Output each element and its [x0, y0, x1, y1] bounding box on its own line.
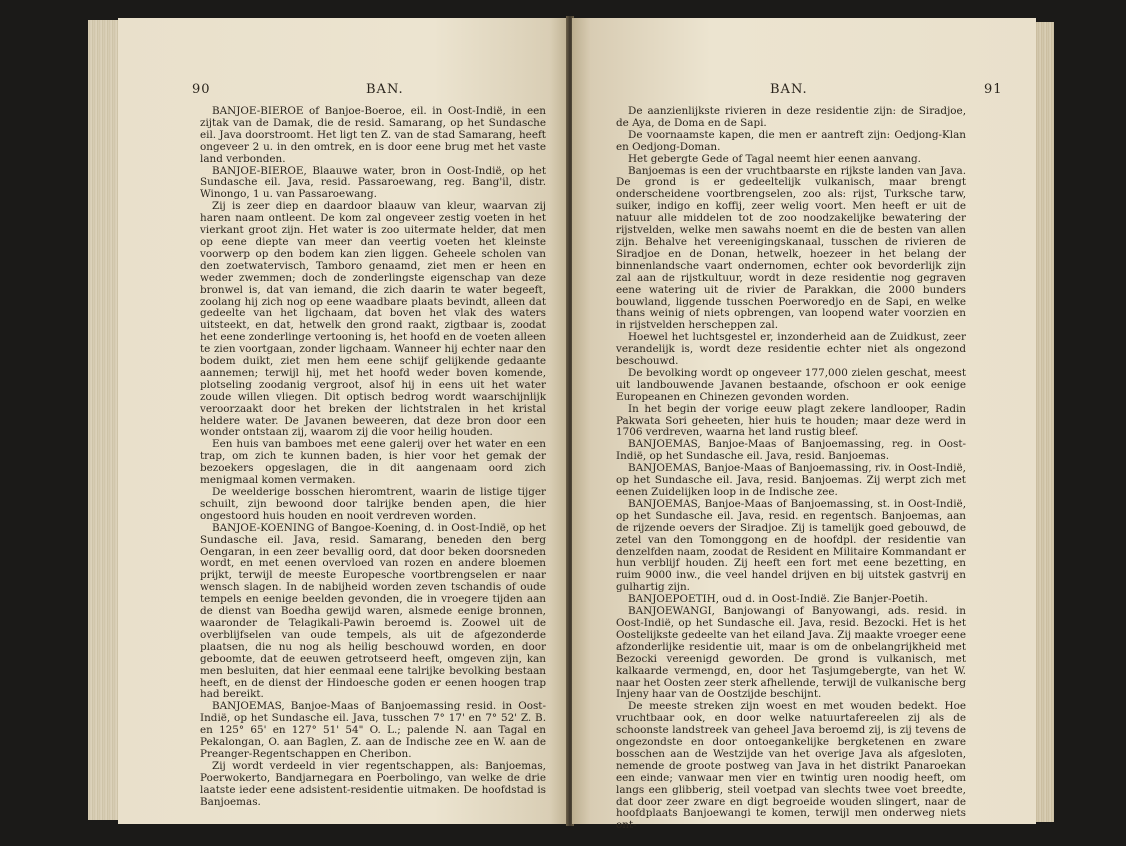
- page-number: 91: [984, 82, 1003, 97]
- paragraph: De bevolking wordt op ongeveer 177,000 zielen geschat, meest uit landbouwende Javanen bestaande, ofschoon er ook eenige Europeanen en Chinezen gevonden worden.: [616, 366, 966, 403]
- paragraph: In het begin der vorige eeuw plagt zekere landlooper, Radin Pakwata Sori geheeten, hier huis te houden; maar deze werd in 1706 verdreven, waarna het land rustig bleef.: [616, 402, 966, 439]
- paragraph: De voornaamste kapen, die men er aantreft zijn: Oedjong-Klan en Oedjong-Doman.: [616, 128, 966, 153]
- paragraph: De meeste streken zijn woest en met wouden bedekt. Hoe vruchtbaar ook, en door welke natuurtafereelen zij als de schoonste landstreek van geheel Java beroemd zij, is zij tevens de ongezondste en door ontoegankelijke bergketenen en zware bosschen aan de Westzijde van het overige Java als afgesloten, nemende de groote postweg van Java in het distrikt Panaroekan een einde; vanwaar men vier en twintig uren noodig heeft, om langs een glibberig, steil voetpad van slechts twee voet breedte, dat door zeer zware en digt begroeide wouden slingert, naar de hoofdplaats Banjoewangi te komen, terwijl men onderweg niets ont-: [616, 700, 966, 832]
- right-page-text: [616, 106, 966, 832]
- page-number: 90: [192, 82, 211, 97]
- running-head: BAN.: [366, 82, 404, 97]
- paragraph: Het gebergte Gede of Tagal neemt hier eenen aanvang.: [628, 152, 921, 165]
- open-book: [88, 12, 1054, 832]
- paragraph: BANJOEMAS, Banjoe-Maas of Banjoemassing resid. in Oost-Indië, op het Sundasche eil. Java, tusschen 7° 17' en 7° 52' Z. B. en 125° 65' en 127° 51' 54" O. L.; palende N. aan Tagal en Pekalongan, O. aan Baglen, Z. aan de Indische zee en W. aan de Preanger-Regentschappen en Cheribon.: [200, 700, 546, 760]
- left-page-text: [200, 106, 546, 808]
- running-head: BAN.: [770, 82, 808, 97]
- paragraph: BANJOE-KOENING of Bangoe-Koening, d. in Oost-Indië, op het Sundasche eil. Java, resid. Samarang, beneden den berg Oengaran, in een zeer bevallig oord, dat door beken doorsneden wordt, en met eenen overvloed van rozen en andere bloemen prijkt, terwijl de meeste Europesche voortbrengselen er naar wensch slagen. In de nabijheid worden zeven tschandis of oude tempels en eenige beelden gevonden, die in vroegere tijden aan de dienst van Boedha gewijd waren, alsmede eenige bronnen, waaronder de Telagikali-Pawin beroemd is. Zoowel uit de overblijfselen van oude tempels, als uit de afgezonderde plaatsen, die nu nog als heilig beschouwd worden, en door geboomte, dat de eeuwen getrotseerd heeft, omgeven zijn, kan men besluiten, dat hier eenmaal eene talrijke bevolking bestaan heeft, en de dienst der Hindoesche goden er eenen hoogen trap had bereikt.: [200, 521, 546, 701]
- paragraph: BANJOEMAS, Banjoe-Maas of Banjoemassing, reg. in Oost-Indië, op het Sundasche eil. Java, resid. Banjoemas.: [616, 438, 966, 463]
- paragraph: Hoewel het luchtsgestel er, inzonderheid aan de Zuidkust, zeer verandelijk is, wordt deze residentie echter niet als ongezond beschouwd.: [616, 331, 966, 368]
- paragraph: BANJOE-BIEROE, Blaauwe water, bron in Oost-Indië, op het Sundasche eil. Java, resid. Passaroewang, reg. Bang'il, distr. Winongo, 1 u. van Passaroewang.: [200, 164, 546, 201]
- paragraph: De aanzienlijkste rivieren in deze residentie zijn: de Siradjoe, de Aya, de Doma en de Sapi.: [616, 105, 966, 129]
- paragraph: De weelderige bosschen hieromtrent, waarin de listige tijger schuilt, zijn bewoond door talrijke benden apen, die hier ongestoord huis houden en nooit verdreven worden.: [200, 486, 546, 522]
- paragraph: Banjoemas is een der vruchtbaarste en rijkste landen van Java. De grond is er gedeeltelijk vulkanisch, maar brengt onderscheidene voortbrengselen, zoo als: rijst, Turksche tarw, suiker, indigo en koffij, zeer welig voort. Men heeft er uit de natuur alle middelen tot de zoo noodzakelijke bewatering der rijstvelden, welke men sawahs noemt en die de besten van allen zijn. Behalve het vereenigingskanaal, tusschen de rivieren de Siradjoe en de Donan, hetwelk, hoezeer in het belang der binnenlandsche vaart ondernomen, echter ook bevorderlijk zijn zal aan de rijstkultuur, wordt in deze residentie nog gegraven eene watering uit de rivier de Parakkan, die 2000 bunders bouwland, liggende tusschen Poerworedjo en de Sapi, en welke thans weinig of niets opbrengen, van loopend water voorzien en in rijstvelden herscheppen zal.: [616, 164, 966, 332]
- paragraph: Zij wordt verdeeld in vier regentschappen, als: Banjoemas, Poerwokerto, Bandjarnegara en Poerbolingo, van welke de drie laatste ieder eene adsistent-residentie uitmaken. De hoofdstad is Banjoemas.: [200, 759, 546, 808]
- paragraph: BANJOEPOETIH, oud d. in Oost-Indië. Zie Banjer-Poetih.: [628, 593, 928, 606]
- paragraph: BANJOE-BIEROE of Banjoe-Boeroe, eil. in Oost-Indië, in een zijtak van de Damak, die de resid. Samarang, op het Sundasche eil. Java doorstroomt. Het ligt ten Z. van de stad Samarang, heeft ongeveer 2 u. in den omtrek, en is door eene brug met het vaste land verbonden.: [200, 105, 546, 165]
- paragraph: Een huis van bamboes met eene galerij over het water en een trap, om zich te kunnen baden, is hier voor het gemak der bezoekers opgeslagen, die in dit aangenaam oord zich menigmaal komen vermaken.: [200, 438, 546, 487]
- paragraph: BANJOEMAS, Banjoe-Maas of Banjoemassing, st. in Oost-Indië, op het Sundasche eil. Java, resid. en regentsch. Banjoemas, aan de rijzende oevers der Siradjoe. Zij is tamelijk goed gebouwd, de zetel van den Tomonggong en de hoofdpl. der residentie van denzelfden naam, zoodat de Resident en Militaire Kommandant er hun verblijf houden. Zij heeft een fort met eene bezetting, en ruim 9000 inw., die veel handel drijven en bij uitstek gastvrij en gulhartig zijn.: [616, 497, 966, 594]
- paragraph: Zij is zeer diep en daardoor blaauw van kleur, waarvan zij haren naam ontleent. De kom zal ongeveer zestig voeten in het vierkant groot zijn. Het water is zoo uitermate helder, dat men op eene diepte van meer dan veertig voeten het kleinste voorwerp op den bodem kan zien liggen. Geheele scholen van den zoetwatervisch, Tamboro genaamd, ziet men er heen en weder zwemmen; doch de zonderlingste eigenschap van deze bronwel is, dat van iemand, die zich daarin te water begeeft, zoolang hij zich nog op eene waadbare plaats bevindt, alleen dat gedeelte van het ligchaam, dat boven het vlak des waters uitsteekt, en dat, hetwelk den grond raakt, zigtbaar is, zoodat het eene zonderlinge vertooning is, het hoofd en de voeten alleen te zien voortgaan, zonder ligchaam. Wanneer hij echter naar den bodem duikt, ziet men hem eene schijf gelijkende gedaante aannemen; terwijl hij, met het hoofd weder boven komende, plotseling zoodanig vergroot, alsof hij in eens uit het water zoude willen vliegen. Dit optisch bedrog wordt waarschijnlijk veroorzaakt door het breken der lichtstralen in het kristal heldere water. De Javanen beweeren, dat deze bron door een wonder ontstaan zij, waarom zij die voor heilig houden.: [200, 200, 546, 439]
- left-page: [118, 18, 568, 824]
- right-page: [572, 18, 1036, 832]
- paragraph: BANJOEWANGI, Banjowangi of Banyowangi, ads. resid. in Oost-Indië, op het Sundasche eil. Java, resid. Bezocki. Het is het Oostelijkste gedeelte van het eiland Java. Zij maakte vroeger eene afzonderlijke residentie uit, maar is om de onbelangrijkheid met Bezocki vereenigd geworden. De grond is vulkanisch, met kalkaarde vermengd, en, door het Tasjumgebergte, van het W. naar het Oosten zeer sterk afhellende, terwijl de vulkanische berg Injeny haar van de Oostzijde beschijnt.: [616, 605, 966, 701]
- paragraph: BANJOEMAS, Banjoe-Maas of Banjoemassing, riv. in Oost-Indië, op het Sundasche eil. Java, resid. Banjoemas. Zij werpt zich met eenen Zuidelijken loop in de Indische zee.: [616, 462, 966, 498]
